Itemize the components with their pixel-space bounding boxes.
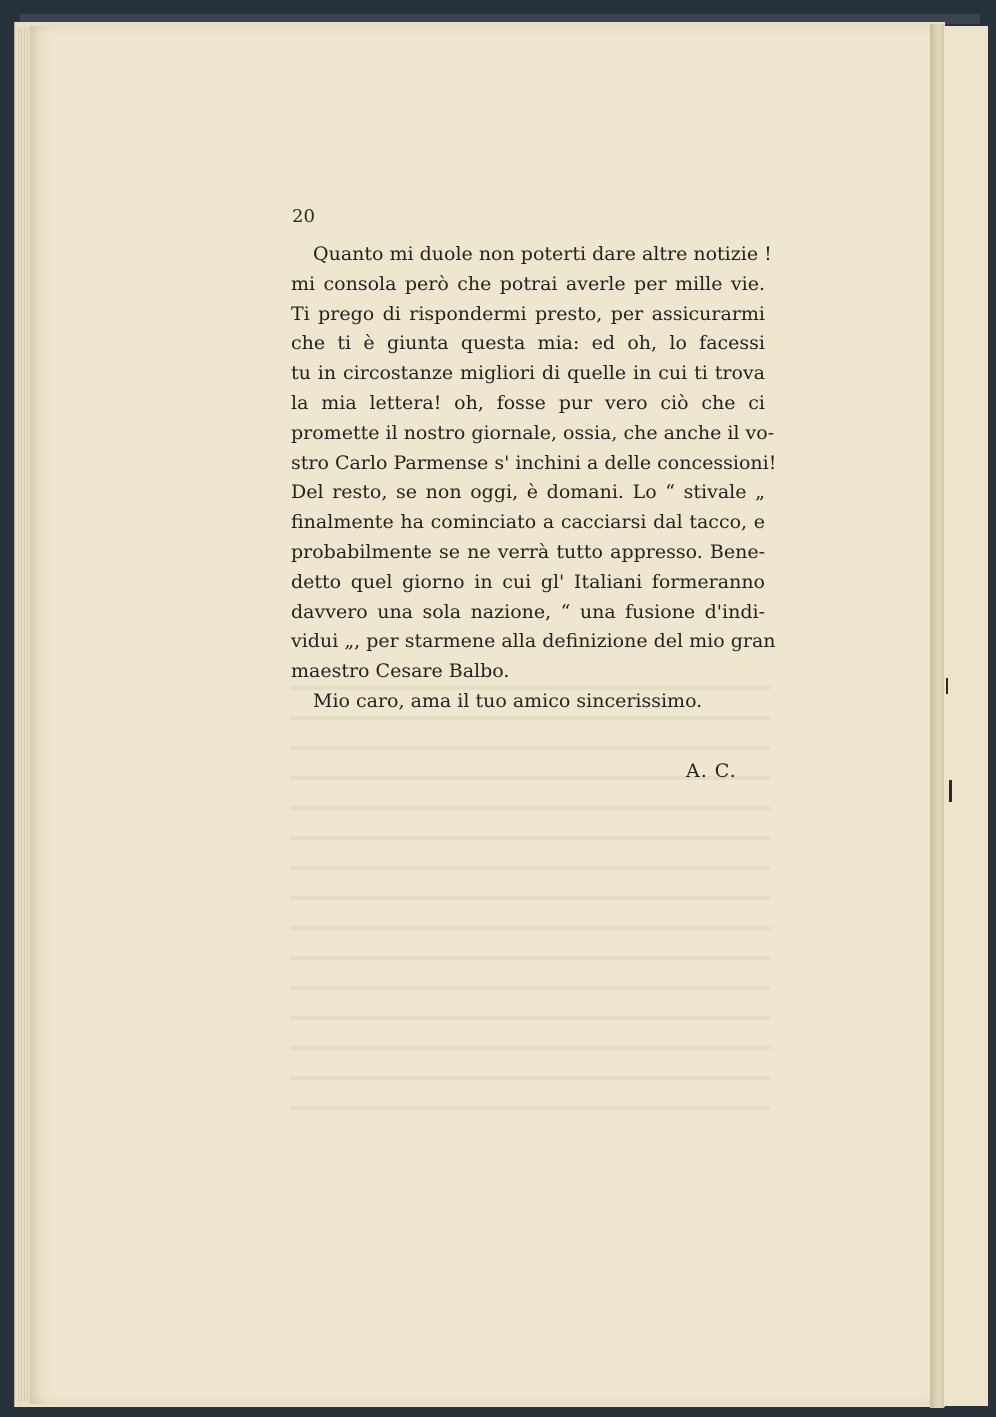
text-line: tu in circostanze migliori di quelle in cui ti trova xyxy=(291,362,765,385)
ink-mark xyxy=(946,678,948,694)
text-line: Quanto mi duole non poterti dare altre notizie ! xyxy=(313,243,772,265)
page-number: 20 xyxy=(292,206,315,227)
letter-body xyxy=(291,240,777,717)
show-through-text xyxy=(290,670,770,1120)
text-line: detto quel giorno in cui gl' Italiani formeranno xyxy=(291,570,765,593)
facing-page-edge xyxy=(944,26,988,1406)
text-line: Ti prego di rispondermi presto, per assicurarmi xyxy=(291,302,765,325)
text-line: stro Carlo Parmense s' inchini a delle concessioni! xyxy=(291,451,777,474)
text-line: finalmente ha cominciato a cacciarsi dal tacco, e xyxy=(291,511,765,534)
book-gutter xyxy=(930,24,944,1408)
text-line: Del resto, se non oggi, è domani. Lo “ stivale „ xyxy=(291,481,765,504)
text-line: probabilmente se ne verrà tutto appresso. Bene- xyxy=(291,540,765,563)
text-line: maestro Cesare Balbo. xyxy=(291,660,510,683)
signature-initials: A. C. xyxy=(686,760,737,782)
text-line: vidui „, per starmene alla definizione del mio gran xyxy=(291,630,776,653)
closing-line: Mio caro, ama il tuo amico sincerissimo. xyxy=(313,689,703,712)
text-line: davvero una sola nazione, “ una fusione d'indi- xyxy=(291,600,765,623)
ink-mark xyxy=(949,780,952,802)
text-line: mi consola però che potrai averle per mille vie. xyxy=(291,272,765,295)
text-line: che ti è giunta questa mia: ed oh, lo facessi xyxy=(291,332,765,355)
text-line: promette il nostro giornale, ossia, che anche il vo- xyxy=(291,421,775,444)
text-line: la mia lettera! oh, fosse pur vero ciò che ci xyxy=(291,391,765,414)
